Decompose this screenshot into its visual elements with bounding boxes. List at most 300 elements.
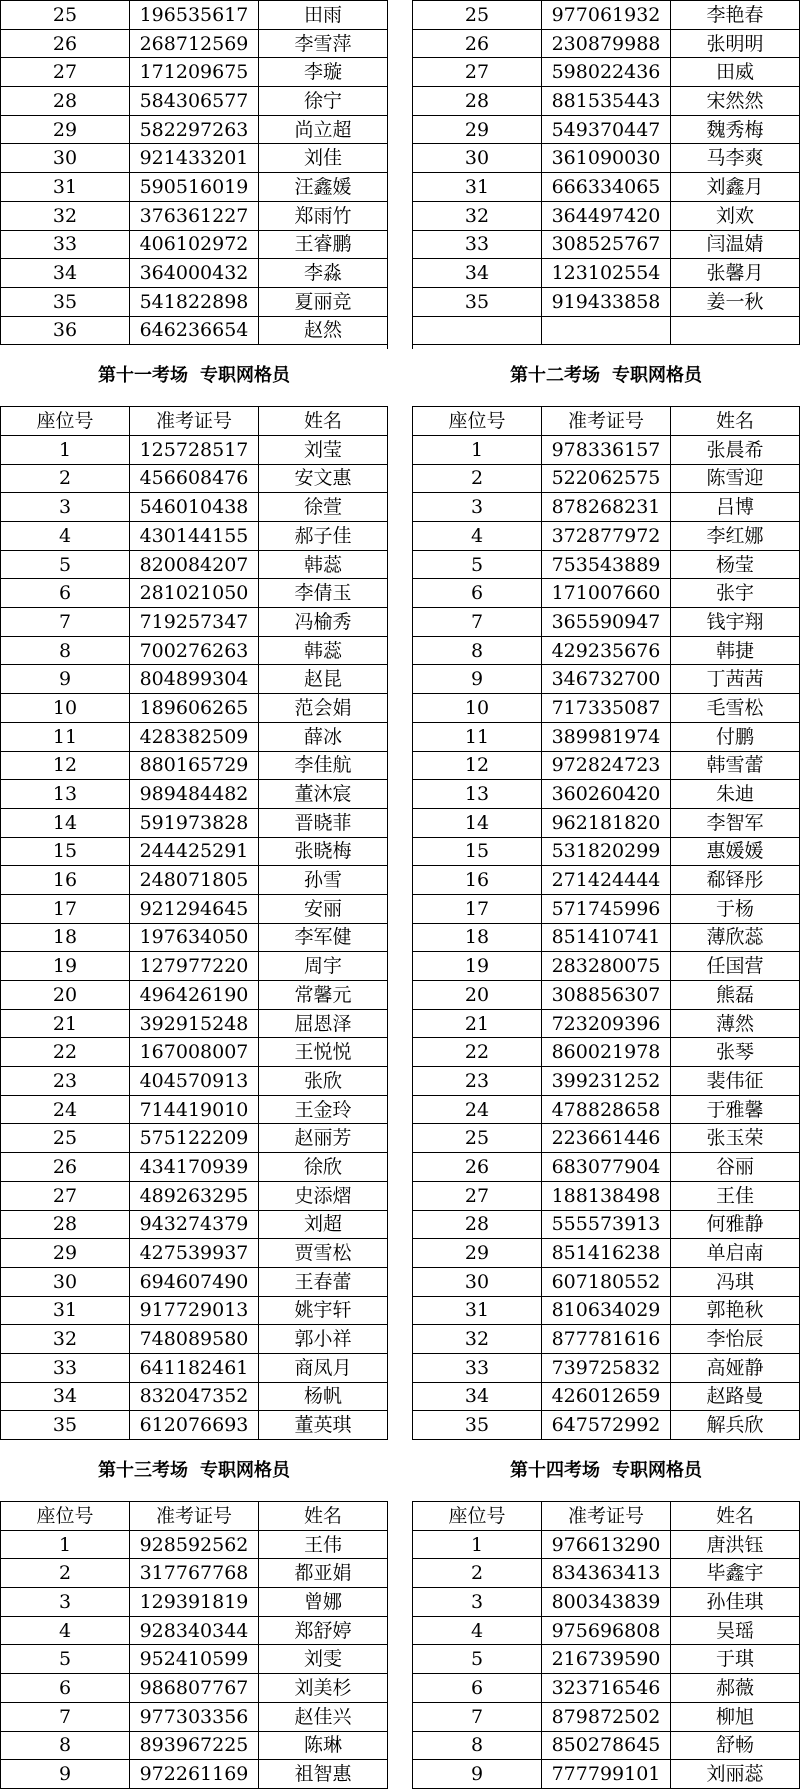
candidate-name: 刘鑫月: [671, 173, 800, 202]
exam-number: 406102972: [130, 230, 259, 259]
table-row: [413, 1038, 800, 1067]
exam-number: 317767768: [130, 1559, 259, 1588]
header-row: [1, 407, 388, 436]
exam-number: 248071805: [130, 866, 259, 895]
candidate-name: 刘欢: [671, 201, 800, 230]
exam-no-header: 准考证号: [542, 1502, 671, 1531]
table-row: [413, 201, 800, 230]
exam-number: 917729013: [130, 1296, 259, 1325]
seat-number: 28: [1, 87, 130, 116]
seat-number: 11: [1, 722, 130, 751]
seat-number: 30: [1, 1267, 130, 1296]
exam-number: 496426190: [130, 981, 259, 1010]
seat-number: 9: [1, 665, 130, 694]
candidate-name: 郝薇: [671, 1674, 800, 1703]
table-row: [1, 1325, 388, 1354]
table-row: [1, 636, 388, 665]
candidate-name: 张玉荣: [671, 1124, 800, 1153]
seat-number: 27: [1, 58, 130, 87]
exam-number: 123102554: [542, 259, 671, 288]
candidate-name: 李倩玉: [259, 579, 388, 608]
header-row: [413, 407, 800, 436]
candidate-name: 徐欣: [259, 1153, 388, 1182]
seat-number: 13: [1, 780, 130, 809]
candidate-name: 郭艳秋: [671, 1296, 800, 1325]
exam-number: 832047352: [130, 1382, 259, 1411]
exam-number: 877781616: [542, 1325, 671, 1354]
table-row: [1, 1588, 388, 1617]
seat-number: 1: [413, 435, 542, 464]
table-prev-left: [0, 0, 388, 345]
candidate-name: 吴瑶: [671, 1616, 800, 1645]
seat-number: 4: [1, 522, 130, 551]
table-row: [1, 837, 388, 866]
seat-number: 5: [413, 550, 542, 579]
candidate-name: 郭小祥: [259, 1325, 388, 1354]
candidate-name: [671, 316, 800, 345]
candidate-name: 郝子佳: [259, 522, 388, 551]
exam-number: 683077904: [542, 1153, 671, 1182]
seat-number: 5: [413, 1645, 542, 1674]
seat-number: 27: [1, 1181, 130, 1210]
seat-number: 10: [1, 694, 130, 723]
seat-number: 15: [413, 837, 542, 866]
exam-number: 364497420: [542, 201, 671, 230]
seat-number: 30: [413, 1267, 542, 1296]
table-row: [413, 173, 800, 202]
exam-number: 989484482: [130, 780, 259, 809]
candidate-name: 冯榆秀: [259, 608, 388, 637]
candidate-name: 刘佳: [259, 144, 388, 173]
table-row: [1, 144, 388, 173]
exam-number: 404570913: [130, 1067, 259, 1096]
seat-number: 2: [413, 1559, 542, 1588]
exam-number: 531820299: [542, 837, 671, 866]
seat-number: 12: [1, 751, 130, 780]
exam-number: 753543889: [542, 550, 671, 579]
candidate-name: 杨莹: [671, 550, 800, 579]
header-row: [413, 1502, 800, 1531]
table-row: [1, 608, 388, 637]
candidate-name: 钱宇翔: [671, 608, 800, 637]
table-row: [1, 173, 388, 202]
table-row: [1, 1353, 388, 1382]
table-room-14: [412, 1501, 800, 1789]
exam-number: 646236654: [130, 316, 259, 345]
seat-number: 7: [1, 1702, 130, 1731]
exam-number: 434170939: [130, 1153, 259, 1182]
table-row: [1, 1645, 388, 1674]
seat-number: 21: [413, 1009, 542, 1038]
table-row: [1, 665, 388, 694]
candidate-name: 刘莹: [259, 435, 388, 464]
seat-number: 3: [1, 493, 130, 522]
candidate-name: 常馨元: [259, 981, 388, 1010]
table-row: [1, 1731, 388, 1760]
table-row: [1, 1153, 388, 1182]
candidate-name: 单启南: [671, 1239, 800, 1268]
seat-number: 6: [413, 579, 542, 608]
table-row: [1, 1382, 388, 1411]
table-row: [1, 1267, 388, 1296]
seat-number: 6: [413, 1674, 542, 1703]
table-row: [413, 287, 800, 316]
seat-number: 26: [1, 29, 130, 58]
exam-number: 717335087: [542, 694, 671, 723]
table-row: [413, 87, 800, 116]
exam-number: 541822898: [130, 287, 259, 316]
table-row: [413, 1325, 800, 1354]
table-row: [413, 923, 800, 952]
exam-number: 972824723: [542, 751, 671, 780]
seat-number: 2: [1, 1559, 130, 1588]
seat-number: 7: [413, 1702, 542, 1731]
candidate-name: 汪鑫媛: [259, 173, 388, 202]
exam-number: 777799101: [542, 1760, 671, 1789]
table-row: [413, 1009, 800, 1038]
table-row: [413, 1588, 800, 1617]
table-row: [1, 981, 388, 1010]
seat-number: 10: [413, 694, 542, 723]
seat-number: 22: [1, 1038, 130, 1067]
exam-number: 880165729: [130, 751, 259, 780]
seat-number: 9: [413, 1760, 542, 1789]
exam-number: 694607490: [130, 1267, 259, 1296]
seat-number: 3: [413, 493, 542, 522]
table-row: [1, 1559, 388, 1588]
table-row: [1, 1095, 388, 1124]
exam-number: 975696808: [542, 1616, 671, 1645]
table-row: [413, 952, 800, 981]
exam-number: 647572992: [542, 1411, 671, 1440]
candidate-name: 孙佳琪: [671, 1588, 800, 1617]
exam-number: 810634029: [542, 1296, 671, 1325]
exam-number: 700276263: [130, 636, 259, 665]
seat-number: 29: [413, 1239, 542, 1268]
seat-number: 7: [1, 608, 130, 637]
seat-number: 1: [413, 1530, 542, 1559]
seat-number: 29: [413, 115, 542, 144]
seat-number: 14: [1, 808, 130, 837]
seat-number: 4: [1, 1616, 130, 1645]
exam-number: 216739590: [542, 1645, 671, 1674]
table-row: [413, 29, 800, 58]
exam-number: 549370447: [542, 115, 671, 144]
candidate-name: 祖智惠: [259, 1760, 388, 1789]
candidate-name: 于杨: [671, 894, 800, 923]
candidate-name: 张宇: [671, 579, 800, 608]
seat-number: 32: [1, 1325, 130, 1354]
candidate-name: 谷丽: [671, 1153, 800, 1182]
seat-number: 33: [1, 1353, 130, 1382]
exam-no-header: 准考证号: [130, 1502, 259, 1531]
candidate-name: 郑舒婷: [259, 1616, 388, 1645]
candidate-name: 王伟: [259, 1530, 388, 1559]
candidate-name: 王金玲: [259, 1095, 388, 1124]
table-row: [1, 435, 388, 464]
seat-number: 27: [413, 58, 542, 87]
candidate-name: 张晨希: [671, 435, 800, 464]
candidate-name: 赵丽芳: [259, 1124, 388, 1153]
exam-number: 928340344: [130, 1616, 259, 1645]
exam-number: 582297263: [130, 115, 259, 144]
table-row: [1, 1067, 388, 1096]
candidate-name: 郗铎彤: [671, 866, 800, 895]
seat-header: 座位号: [1, 407, 130, 436]
candidate-name: 尚立超: [259, 115, 388, 144]
table-row: [1, 1210, 388, 1239]
table-row: [1, 751, 388, 780]
exam-number: 392915248: [130, 1009, 259, 1038]
table-row: [1, 1239, 388, 1268]
exam-number: 427539937: [130, 1239, 259, 1268]
seat-header: 座位号: [413, 1502, 542, 1531]
exam-number: 376361227: [130, 201, 259, 230]
exam-number: 546010438: [130, 493, 259, 522]
room-11-title: 第十一考场 专职网格员: [98, 365, 290, 387]
exam-number: 428382509: [130, 722, 259, 751]
candidate-name: 周宇: [259, 952, 388, 981]
candidate-name: 马李爽: [671, 144, 800, 173]
table-row: [1, 1616, 388, 1645]
exam-number: 928592562: [130, 1530, 259, 1559]
seat-number: 8: [1, 636, 130, 665]
candidate-name: 李璇: [259, 58, 388, 87]
candidate-name: 姚宇轩: [259, 1296, 388, 1325]
exam-number: 850278645: [542, 1731, 671, 1760]
table-row: [413, 608, 800, 637]
seat-number: 16: [1, 866, 130, 895]
table-row: [413, 1645, 800, 1674]
seat-number: 34: [413, 259, 542, 288]
exam-number: 851410741: [542, 923, 671, 952]
candidate-name: 董沐宸: [259, 780, 388, 809]
seat-number: 36: [1, 316, 130, 345]
candidate-name: 李雪萍: [259, 29, 388, 58]
exam-number: 943274379: [130, 1210, 259, 1239]
table-row: [1, 493, 388, 522]
candidate-name: 田威: [671, 58, 800, 87]
table-row: [413, 751, 800, 780]
table-row: [1, 694, 388, 723]
seat-number: 33: [1, 230, 130, 259]
candidate-name: 田雨: [259, 1, 388, 30]
candidate-name: 徐宁: [259, 87, 388, 116]
candidate-name: 张欣: [259, 1067, 388, 1096]
table-row: [413, 1153, 800, 1182]
candidate-name: 朱迪: [671, 780, 800, 809]
candidate-name: 韩捷: [671, 636, 800, 665]
table-row: [413, 1702, 800, 1731]
name-header: 姓名: [259, 1502, 388, 1531]
seat-number: 7: [413, 608, 542, 637]
exam-number: 893967225: [130, 1731, 259, 1760]
table-row: [413, 579, 800, 608]
table-row: [413, 144, 800, 173]
seat-number: 14: [413, 808, 542, 837]
exam-number: 171209675: [130, 58, 259, 87]
exam-number: 952410599: [130, 1645, 259, 1674]
exam-number: 820084207: [130, 550, 259, 579]
exam-number: 197634050: [130, 923, 259, 952]
table-row: [1, 1009, 388, 1038]
exam-number: 364000432: [130, 259, 259, 288]
seat-number: 35: [413, 1411, 542, 1440]
exam-number: 607180552: [542, 1267, 671, 1296]
candidate-name: 柳旭: [671, 1702, 800, 1731]
room-12-title: 第十二考场 专职网格员: [510, 365, 702, 387]
table-row: [1, 1530, 388, 1559]
seat-number: 15: [1, 837, 130, 866]
candidate-name: 李淼: [259, 259, 388, 288]
table-row: [1, 58, 388, 87]
table-prev-right: [412, 0, 800, 345]
exam-number: 430144155: [130, 522, 259, 551]
seat-number: 34: [1, 259, 130, 288]
exam-number: 666334065: [542, 173, 671, 202]
candidate-name: 毛雪松: [671, 694, 800, 723]
candidate-name: 熊磊: [671, 981, 800, 1010]
candidate-name: 李红娜: [671, 522, 800, 551]
exam-number: 522062575: [542, 464, 671, 493]
table-room-13: [0, 1501, 388, 1789]
seat-number: 30: [1, 144, 130, 173]
room-14-title: 第十四考场 专职网格员: [510, 1460, 702, 1481]
candidate-name: 付鹏: [671, 722, 800, 751]
table-row: [1, 952, 388, 981]
exam-number: 223661446: [542, 1124, 671, 1153]
seat-number: 34: [1, 1382, 130, 1411]
exam-number: 127977220: [130, 952, 259, 981]
candidate-name: 冯琪: [671, 1267, 800, 1296]
table-row: [413, 722, 800, 751]
table-row: [413, 780, 800, 809]
table-row: [1, 722, 388, 751]
candidate-name: 解兵欣: [671, 1411, 800, 1440]
seat-number: 28: [413, 1210, 542, 1239]
table-row: [1, 808, 388, 837]
candidate-name: 赵然: [259, 316, 388, 345]
exam-number: 723209396: [542, 1009, 671, 1038]
table-row: [413, 1411, 800, 1440]
exam-number: 365590947: [542, 608, 671, 637]
table-row: [1, 259, 388, 288]
exam-number: 748089580: [130, 1325, 259, 1354]
candidate-name: 裴伟征: [671, 1067, 800, 1096]
table-row: [413, 1674, 800, 1703]
seat-number: 20: [1, 981, 130, 1010]
exam-number: 188138498: [542, 1181, 671, 1210]
candidate-name: 张明明: [671, 29, 800, 58]
seat-number: 8: [413, 636, 542, 665]
candidate-name: 赵佳兴: [259, 1702, 388, 1731]
table-row: [1, 1296, 388, 1325]
exam-number: 283280075: [542, 952, 671, 981]
candidate-name: 陈雪迎: [671, 464, 800, 493]
seat-number: 31: [1, 1296, 130, 1325]
seat-number: 28: [413, 87, 542, 116]
exam-number: 977303356: [130, 1702, 259, 1731]
table-row: [413, 1559, 800, 1588]
candidate-name: 韩蕊: [259, 636, 388, 665]
candidate-name: 张馨月: [671, 259, 800, 288]
table-row: [413, 1616, 800, 1645]
candidate-name: 舒畅: [671, 1731, 800, 1760]
seat-number: 29: [1, 115, 130, 144]
exam-number: 834363413: [542, 1559, 671, 1588]
exam-number: 167008007: [130, 1038, 259, 1067]
table-row: [413, 1181, 800, 1210]
candidate-name: 魏秀梅: [671, 115, 800, 144]
seat-number: 18: [413, 923, 542, 952]
exam-number: 921294645: [130, 894, 259, 923]
exam-number: [542, 316, 671, 345]
candidate-name: 姜一秋: [671, 287, 800, 316]
seat-number: 32: [413, 201, 542, 230]
table-row: [1, 522, 388, 551]
exam-number: 196535617: [130, 1, 259, 30]
exam-number: 125728517: [130, 435, 259, 464]
exam-number: 323716546: [542, 1674, 671, 1703]
seat-number: 25: [1, 1, 130, 30]
exam-number: 372877972: [542, 522, 671, 551]
exam-number: 962181820: [542, 808, 671, 837]
seat-number: 21: [1, 1009, 130, 1038]
candidate-name: 孙雪: [259, 866, 388, 895]
candidate-name: 高娅静: [671, 1353, 800, 1382]
candidate-name: 史添熠: [259, 1181, 388, 1210]
candidate-name: 晋晓菲: [259, 808, 388, 837]
table-row: [1, 29, 388, 58]
exam-number: 976613290: [542, 1530, 671, 1559]
table-row: [1, 1411, 388, 1440]
seat-number: 35: [1, 287, 130, 316]
table-row: [1, 1674, 388, 1703]
candidate-name: 赵昆: [259, 665, 388, 694]
exam-number: 489263295: [130, 1181, 259, 1210]
table-row: [413, 58, 800, 87]
seat-number: 31: [413, 173, 542, 202]
table-row: [1, 115, 388, 144]
exam-number: 612076693: [130, 1411, 259, 1440]
exam-number: 739725832: [542, 1353, 671, 1382]
candidate-name: 李智军: [671, 808, 800, 837]
seat-number: 33: [413, 230, 542, 259]
exam-number: 714419010: [130, 1095, 259, 1124]
table-row: [1, 87, 388, 116]
candidate-name: 于雅馨: [671, 1095, 800, 1124]
exam-number: 598022436: [542, 58, 671, 87]
seat-number: 13: [413, 780, 542, 809]
seat-number: 27: [413, 1181, 542, 1210]
exam-number: 878268231: [542, 493, 671, 522]
table-row: [413, 1095, 800, 1124]
seat-number: 9: [1, 1760, 130, 1789]
seat-number: 17: [1, 894, 130, 923]
exam-number: 268712569: [130, 29, 259, 58]
exam-number: 361090030: [542, 144, 671, 173]
table-row: [413, 1382, 800, 1411]
table-row: [413, 115, 800, 144]
seat-header: 座位号: [1, 1502, 130, 1531]
exam-number: 641182461: [130, 1353, 259, 1382]
exam-number: 575122209: [130, 1124, 259, 1153]
table-row: [413, 837, 800, 866]
seat-number: 28: [1, 1210, 130, 1239]
candidate-name: 李佳航: [259, 751, 388, 780]
candidate-name: 刘雯: [259, 1645, 388, 1674]
seat-number: 17: [413, 894, 542, 923]
